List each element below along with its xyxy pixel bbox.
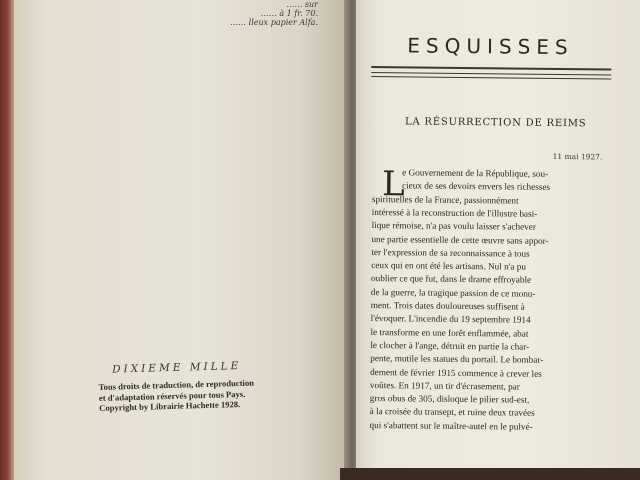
title-rule <box>371 66 611 71</box>
body-text-line: qui s'abattent sur le maître-autel en le pulvé- <box>369 419 533 432</box>
edition-note <box>208 0 318 27</box>
table-surface <box>340 468 640 480</box>
rights-line: Tous droits de traduction, de reproduction <box>98 377 255 392</box>
body-text-line: e Gouvernement de la République, sou- <box>402 167 549 179</box>
body-text-line: le clocher à l'ange, détruit en partie la char- <box>370 339 530 352</box>
body-text-line: gros obus de 305, disloque le pilier sud-est, <box>369 393 530 405</box>
body-text-line: dement de février 1915 commence à crever les <box>370 366 542 379</box>
body-text-line: l'évoquer. L'incendie du 19 septembre 1914 <box>370 313 531 325</box>
body-text-line: de la guerre, la tragique passion de ce monu- <box>370 286 536 299</box>
edition-mark: DIXIEME MILLE <box>111 360 242 376</box>
body-text-line: ceux qui en ont été les artisans. Nul n'a pu <box>371 260 527 272</box>
colophon <box>98 358 309 413</box>
title-rule <box>371 76 611 80</box>
left-page <box>14 0 352 480</box>
rights-line: et d'adaptation réservés pour tous Pays. <box>98 388 246 403</box>
chapter-date: 11 mai 1927. <box>552 151 603 162</box>
body-text-line: oublier ce que fut, dans le drame effroyable <box>371 273 532 286</box>
right-page-content <box>369 0 620 432</box>
copyright-line: Copyright by Librairie Hachette 1928. <box>99 399 241 413</box>
edition-note-line: …… lleux papier Alfa. <box>230 18 318 27</box>
edition-note-line: …… sur <box>286 0 318 9</box>
body-text-line: ment. Trois dates douloureuses suffisent à <box>370 300 525 312</box>
body-text-line: intéressé à la reconstruction de l'illustre basi- <box>371 206 538 219</box>
right-page <box>356 0 640 470</box>
body-text-line: cieux de ses devoirs envers les richesses <box>402 180 551 193</box>
body-text-line: à la croisée du transept, et ruine deux travées <box>369 406 535 419</box>
body-text <box>369 166 608 432</box>
body-text-line: voûtes. En 1917, un tir d'écrasement, par <box>369 379 520 392</box>
body-text-line: le transforme en une forêt enflammée, abat <box>370 326 529 339</box>
book-title: ESQUISSES <box>407 33 574 60</box>
body-text-line: ter l'expression de sa reconnaissance à tous <box>371 246 530 259</box>
body-text-line: une partie essentielle de cette œuvre sans appor- <box>371 233 549 246</box>
body-text-line: pente, mutile les statues du portail. Le bombar- <box>370 353 544 366</box>
chapter-title: LA RÉSURRECTION DE REIMS <box>404 116 587 130</box>
title-rule <box>371 72 611 76</box>
body-text-line: spirituelles de la France, passionnément <box>371 193 519 206</box>
body-text-line: lique rémoise, n'a pas voulu laisser s'achever <box>371 220 536 232</box>
edition-note-line: …… à 1 fr. 70. <box>260 9 318 18</box>
drop-cap: L <box>381 164 405 205</box>
